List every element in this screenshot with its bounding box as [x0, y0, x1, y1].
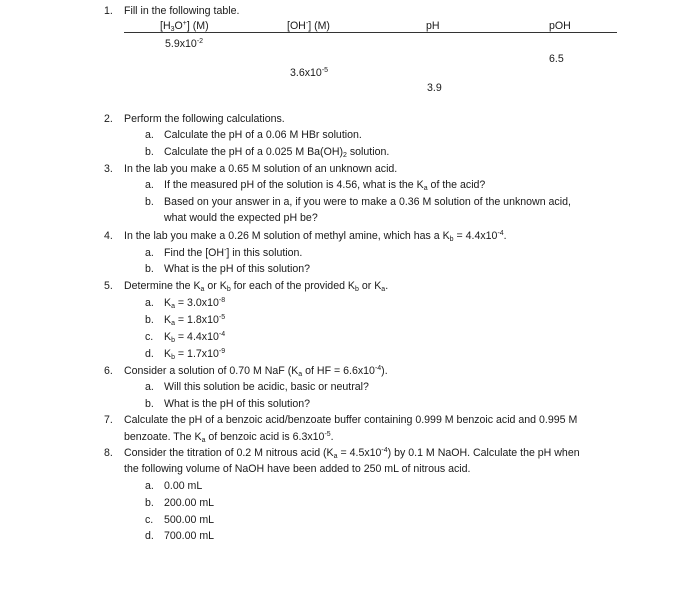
q1-prompt: Fill in the following table. — [124, 5, 240, 17]
table-header-h3o: [H3O+] (M) — [160, 20, 209, 33]
q8c-text: 500.00 mL — [164, 514, 215, 526]
q6a-text: Will this solution be acidic, basic or neutral? — [164, 381, 369, 393]
q4-number: 4. — [104, 230, 113, 242]
q8d-text: 700.00 mL — [164, 530, 215, 542]
table-header-rule — [124, 32, 617, 33]
q3b-text-line1: Based on your answer in a, if you were to make a 0.36 M solution of the unknown acid, — [164, 196, 571, 208]
q3-number: 3. — [104, 163, 113, 175]
q5d-label: d. — [145, 348, 154, 360]
table-cell-oh-row3: $3.6x10^{-5}$ — [290, 67, 329, 79]
q5-text: Determine the Ka or Kb for each of the provided Kb or Ka. — [124, 280, 389, 293]
q3a-text: If the measured pH of the solution is 4.56, what is the Ka of the acid? — [164, 179, 486, 192]
q2a-label: a. — [145, 129, 154, 141]
q8b-text: 200.00 mL — [164, 497, 215, 509]
q5a-label: a. — [145, 297, 154, 309]
q8a-label: a. — [145, 480, 154, 492]
table-header-oh: [OH-] (M) — [287, 20, 330, 32]
q6a-label: a. — [145, 381, 154, 393]
q5a-text: $Ka = 3.0x10^{-8}$ — [164, 297, 226, 310]
q5b-text: $Ka = 1.8x10^{-5}$ — [164, 314, 226, 327]
q8d-label: d. — [145, 530, 154, 542]
q3b-text-line2: what would the expected pH be? — [164, 212, 318, 224]
q4b-label: b. — [145, 263, 154, 275]
q4b-text: What is the pH of this solution? — [164, 263, 311, 275]
table-cell-poh-row2: 6.5 — [549, 53, 564, 65]
q8a-text: 0.00 mL — [164, 480, 203, 492]
q3-text: In the lab you make a 0.65 M solution of an unknown acid. — [124, 163, 398, 175]
table-cell-ph-row4: 3.9 — [427, 82, 442, 94]
table-header-poh: pOH — [549, 20, 571, 32]
q6-number: 6. — [104, 365, 113, 377]
q5c-label: c. — [145, 331, 154, 343]
table-cell-h3o-row1: $5.9x10^{-2}$ — [165, 38, 204, 50]
q2b-label: b. — [145, 146, 154, 158]
q4a-label: a. — [145, 247, 154, 259]
q6b-label: b. — [145, 398, 154, 410]
q2-text: Perform the following calculations. — [124, 113, 285, 125]
q3b-label: b. — [145, 196, 154, 208]
q8-text-line2: the following volume of NaOH have been added to 250 mL of nitrous acid. — [124, 463, 471, 475]
q5-number: 5. — [104, 280, 113, 292]
q2a-text: Calculate the pH of a 0.06 M HBr solution. — [164, 129, 362, 141]
q8c-label: c. — [145, 514, 154, 526]
q8-number: 8. — [104, 447, 113, 459]
q5c-text: $Kb = 4.4x10^{-4}$ — [164, 331, 226, 344]
q3a-label: a. — [145, 179, 154, 191]
q7-number: 7. — [104, 414, 113, 426]
q2b-text: Calculate the pH of a 0.025 M Ba(OH)2 solution. — [164, 146, 390, 159]
table-header-ph: pH — [426, 20, 440, 32]
q4a-text: Find the [OH-] in this solution. — [164, 247, 303, 259]
q6b-text: What is the pH of this solution? — [164, 398, 311, 410]
q7-text-line2: benzoate. The Ka of benzoic acid is $6.3x10^{-5}$. — [124, 431, 334, 444]
q7-text-line1: Calculate the pH of a benzoic acid/benzoate buffer containing 0.999 M benzoic acid and 0.995 M — [124, 414, 578, 426]
q4-text: In the lab you make a 0.26 M solution of methyl amine, which has a $Kb = 4.4x10^{-4}$. — [124, 230, 507, 243]
q8-text-line1: Consider the titration of 0.2 M nitrous acid $(Ka = 4.5x10^{-4})$ by 0.1 M NaOH. Calculate the pH when — [124, 447, 580, 460]
q1-number: 1. — [104, 5, 113, 17]
q5b-label: b. — [145, 314, 154, 326]
q8b-label: b. — [145, 497, 154, 509]
q5d-text: $Kb = 1.7x10^{-9}$ — [164, 348, 226, 361]
q2-number: 2. — [104, 113, 113, 125]
q6-text: Consider a solution of 0.70 M NaF (Ka of HF = $6.6x10^{-4}$). — [124, 365, 388, 378]
